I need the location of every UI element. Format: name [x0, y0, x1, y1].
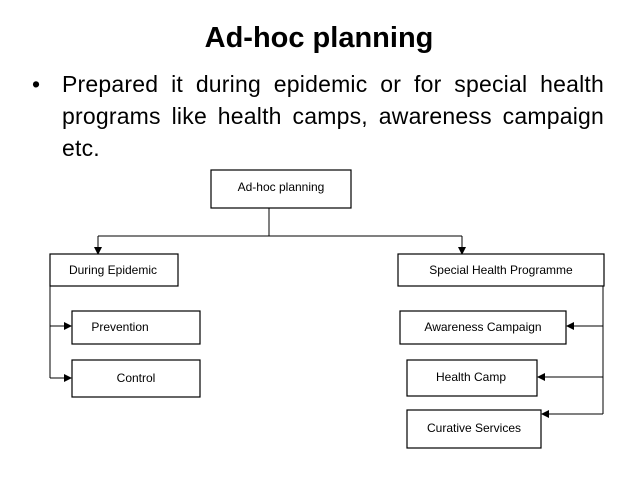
bullet-text: Prepared it during epidemic or for special health programs like health camps, awareness campaign etc. [62, 71, 604, 161]
during-epidemic-label: During Epidemic [68, 263, 158, 277]
special-health-programme-label: Special Health Programme [429, 263, 573, 277]
control-label: Control [116, 371, 156, 385]
root-label: Ad-hoc planning [237, 180, 325, 194]
curative-services-label: Curative Services [426, 421, 522, 435]
awareness-campaign-label: Awareness Campaign [424, 320, 542, 334]
bullet-symbol: • [32, 71, 41, 97]
diagram-boxes [50, 170, 604, 448]
prevention-label: Prevention [91, 320, 149, 334]
health-camp-label: Health Camp [435, 370, 507, 384]
slide-title: Ad-hoc planning [204, 22, 434, 54]
